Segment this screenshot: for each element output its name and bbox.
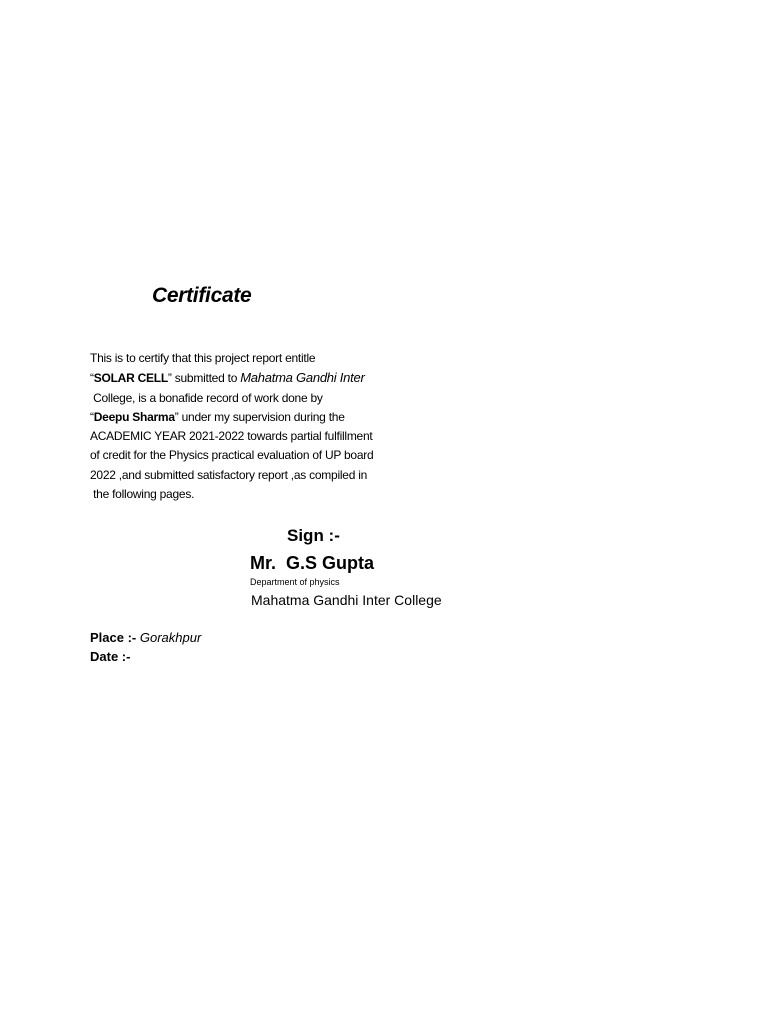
place-row [90,630,201,645]
body-line-1: This is to certify that this project report entitle [90,351,316,365]
quote-open: “ [90,371,94,386]
signer-name: Mr. G.S Gupta [250,553,375,573]
sign-label: Sign :- [287,526,340,545]
body-line-4 [90,408,430,427]
body-line-5: ACADEMIC YEAR 2021-2022 towards partial fulfillment [90,429,373,444]
body-line-7: 2022 ,and submitted satisfactory report ,as compiled in [90,467,368,482]
institution-name: Mahatma Gandhi Inter [240,370,365,386]
quote-open: “ [90,409,94,424]
date-row [90,649,130,664]
supervision-text: ” under my supervision during the [174,409,345,424]
certificate-title: Certificate [152,284,252,307]
project-title: SOLAR CELL [93,371,168,386]
place-label: Place :- [90,630,137,645]
student-name: Deepu Sharma [93,409,175,424]
body-line-6: of credit for the Physics practical evaluation of UP board [90,448,374,463]
submitted-to-text: ” submitted to [167,371,241,386]
body-line-8: the following pages. [90,487,195,502]
body-line-2 [90,368,430,388]
college-name: Mahatma Gandhi Inter College [251,592,442,608]
date-label: Date :- [90,649,131,664]
body-line-3: College, is a bonafide record of work done by [90,390,323,405]
department-label: Department of physics [250,577,340,587]
certificate-body [90,349,430,504]
place-value: Gorakhpur [136,630,202,645]
